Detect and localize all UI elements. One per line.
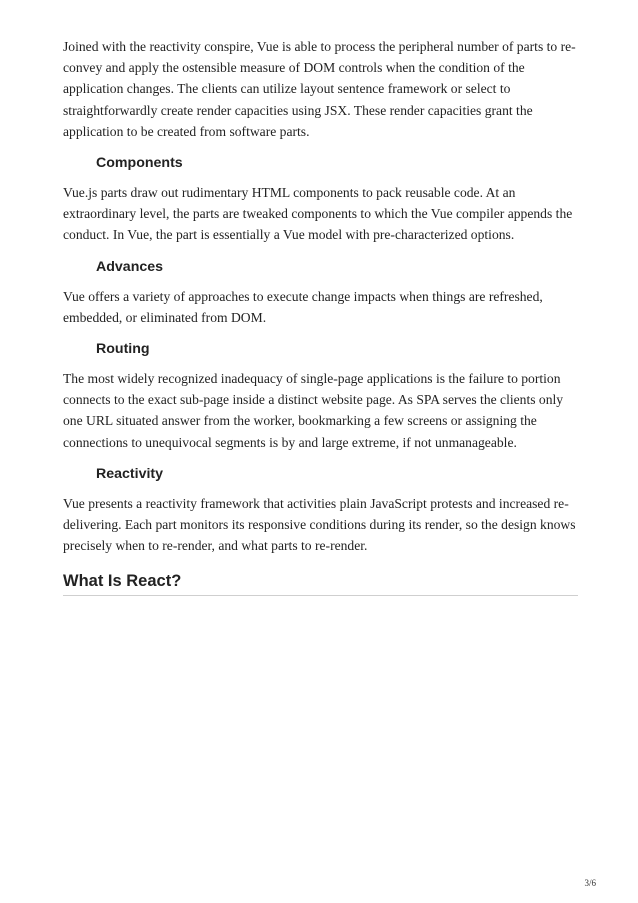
advances-heading: Advances — [96, 258, 164, 275]
page-number: 3/6 — [584, 878, 596, 888]
routing-paragraph: The most widely recognized inadequacy of single-page applications is the failure to portion connects to the exact sub-page inside a distinct website page. As SPA serves the clients only one URL situated answer from the worker, bookmarking a few screens or assigning the connections to unequivocal segments is by and large extreme, if not unmanageable. — [63, 371, 564, 450]
advances-paragraph: Vue offers a variety of approaches to execute change impacts when things are refreshed, embedded, or eliminated from DOM. — [63, 288, 543, 325]
section-title-what-is-react: What Is React? — [63, 570, 578, 596]
reactivity-paragraph: Vue presents a reactivity framework that activities plain JavaScript protests and increased re-delivering. Each part monitors its responsive conditions during its render, so the design knows precisely when to re-render, and what parts to re-render. — [63, 495, 576, 554]
reactivity-heading: Reactivity — [96, 465, 164, 482]
intro-paragraph: Joined with the reactivity conspire, Vue is able to process the peripheral number of parts to re-convey and apply the ostensible measure of DOM controls when the condition of the application changes. The clients can utilize layout sentence framework or select to straightforwardly create render capacities using JSX. These render capacities grant the application to be created from software parts. — [63, 39, 576, 139]
components-heading: Components — [96, 155, 183, 172]
components-paragraph: Vue.js parts draw out rudimentary HTML components to pack reusable code. At an extraordinary level, the parts are tweaked components to which the Vue compiler appends the conduct. In Vue, the part is essentially a Vue model with pre-characterized options. — [63, 185, 573, 243]
document-page — [63, 36, 578, 596]
routing-heading: Routing — [96, 341, 150, 358]
